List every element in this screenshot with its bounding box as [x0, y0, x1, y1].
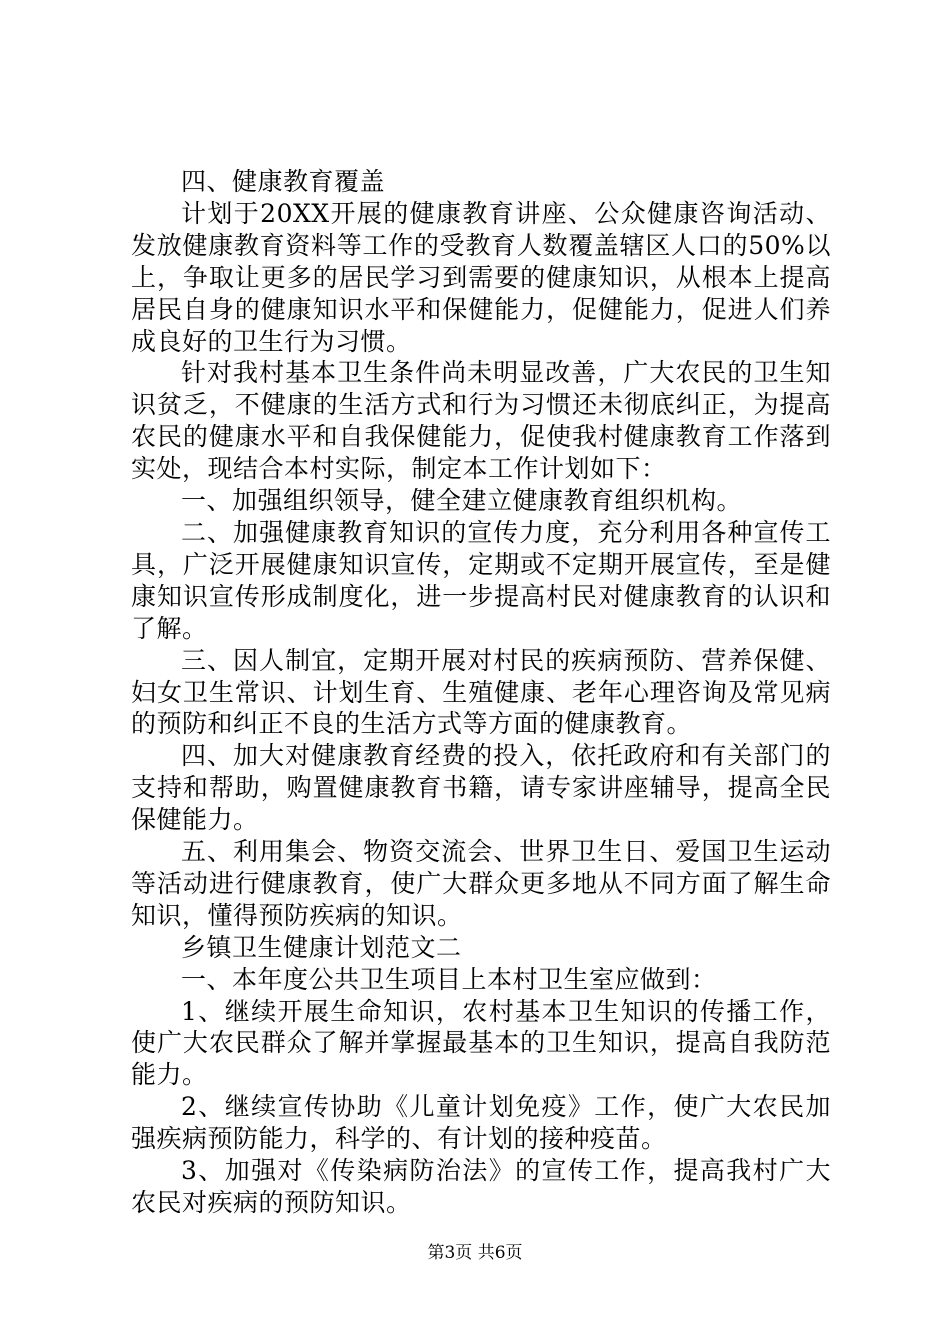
numbered-item-1: 1、继续开展生命知识，农村基本卫生知识的传播工作，使广大农民群众了解并掌握最基本的卫生知识，提高自我防范能力。	[131, 996, 831, 1090]
paragraph-coverage-plan: 计划于20XX开展的健康教育讲座、公众健康咨询活动、发放健康教育资料等工作的受教育人数覆盖辖区人口的50%以上，争取让更多的居民学习到需要的健康知识，从根本上提高居民自身的健康知识水平和保健能力，促健能力，促进人们养成良好的卫生行为习惯。	[131, 198, 831, 356]
list-item-1: 一、加强组织领导，健全建立健康教育组织机构。	[181, 486, 743, 516]
page-number-footer: 第3页 共6页	[427, 1243, 523, 1263]
list-item-3: 三、因人制宜，定期开展对村民的疾病预防、营养保健、妇女卫生常识、计划生育、生殖健康、老年心理咨询及常见病的预防和纠正不良的生活方式等方面的健康教育。	[131, 645, 831, 739]
list-item-2: 二、加强健康教育知识的宣传力度，充分利用各种宣传工具，广泛开展健康知识宣传，定期或不定期开展宣传，至是健康知识宣传形成制度化，进一步提高村民对健康教育的认识和了解。	[131, 517, 831, 643]
paragraph-annual-project: 一、本年度公共卫生项目上本村卫生室应做到：	[181, 964, 717, 994]
document-body	[131, 166, 831, 1219]
section-heading-sample-two: 乡镇卫生健康计划范文二	[181, 932, 462, 962]
list-item-5: 五、利用集会、物资交流会、世界卫生日、爱国卫生运动等活动进行健康教育，使广大群众更多地从不同方面了解生命知识，懂得预防疾病的知识。	[131, 837, 831, 930]
section-heading-health-education-coverage: 四、健康教育覆盖	[181, 167, 386, 196]
numbered-item-3: 3、加强对《传染病防治法》的宣传工作，提高我村广大农民对疾病的预防知识。	[131, 1156, 831, 1217]
list-item-4: 四、加大对健康教育经费的投入，依托政府和有关部门的支持和帮助，购置健康教育书籍，请专家讲座辅导，提高全民保健能力。	[131, 741, 831, 835]
paragraph-intro: 针对我村基本卫生条件尚未明显改善，广大农民的卫生知识贫乏，不健康的生活方式和行为习惯还未彻底纠正，为提高农民的健康水平和自我保健能力，促使我村健康教育工作落到实处，现结合本村实际，制定本工作计划如下：	[131, 358, 831, 484]
numbered-item-2: 2、继续宣传协助《儿童计划免疫》工作，使广大农民加强疾病预防能力，科学的、有计划的接种疫苗。	[131, 1092, 831, 1154]
